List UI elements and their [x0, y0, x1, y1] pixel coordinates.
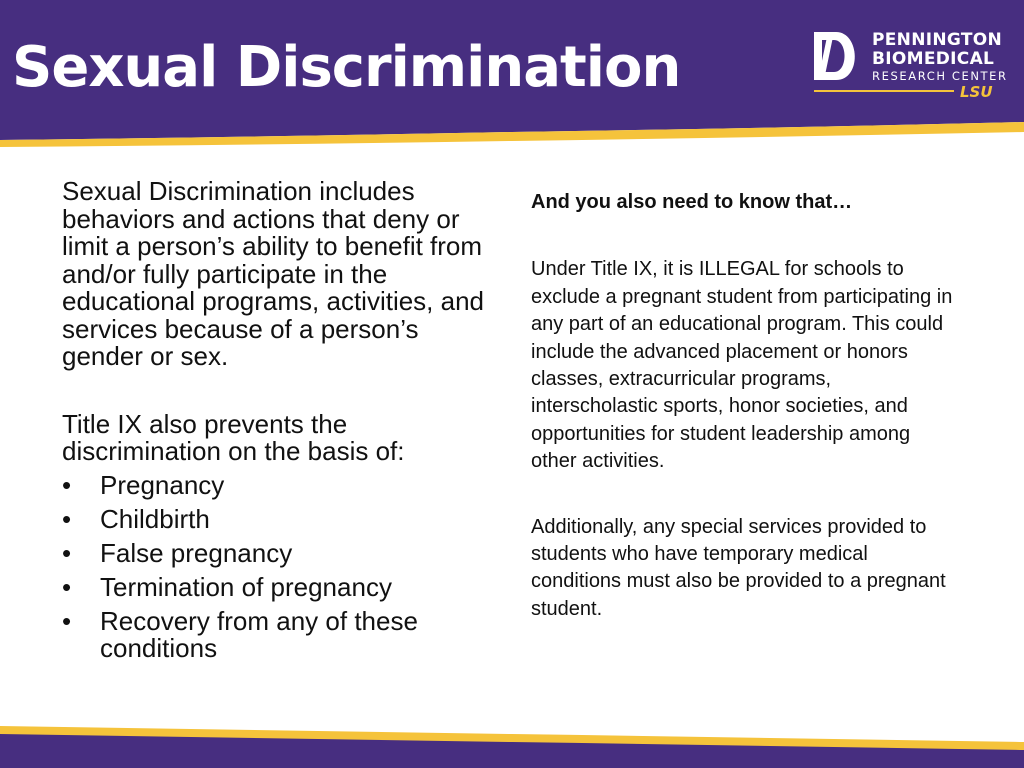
list-item	[62, 537, 502, 568]
definition-paragraph: Sexual Discrimination includes behaviors and actions that deny or limit a person’s ability to benefit from and/or fully participate in the educational programs, activities, and services because of a person’s gender or sex.	[62, 176, 485, 371]
pennington-logo-mark-icon	[812, 30, 864, 82]
list-item-text: Pregnancy	[100, 469, 225, 500]
list-item	[62, 503, 502, 534]
bullet-icon: •	[62, 605, 72, 636]
list-item-text: False pregnancy	[100, 537, 293, 568]
list-item	[62, 469, 502, 500]
special-services-paragraph: Additionally, any special services provided to students who have temporary medical conditions must also be provided to a pregnant student.	[531, 515, 946, 620]
right-column	[531, 189, 961, 623]
logo-line2: BIOMEDICAL	[872, 49, 995, 69]
list-item-text: Childbirth	[100, 503, 210, 534]
bullet-icon: •	[62, 571, 72, 602]
logo-line3: RESEARCH CENTER	[872, 69, 1008, 83]
left-column	[62, 178, 502, 669]
bullet-icon: •	[62, 537, 72, 568]
page-title: Sexual Discrimination	[12, 35, 681, 100]
logo-line1: PENNINGTON	[872, 30, 1003, 50]
bullet-icon: •	[62, 469, 72, 500]
bullet-icon: •	[62, 503, 72, 534]
logo-rule	[814, 90, 954, 92]
lsu-wordmark: LSU	[960, 83, 993, 101]
list-item	[62, 605, 502, 663]
pennington-logo	[812, 30, 1012, 106]
list-item	[62, 571, 502, 602]
illegal-exclusion-paragraph: Under Title IX, it is ILLEGAL for schools to exclude a pregnant student from participating in any part of an educational program. This could include the advanced placement or honors classes, extracurricular programs, interscholastic sports, honor societies, and opportunities for student leadership among other activities.	[531, 258, 953, 473]
footer-swoosh	[0, 714, 1024, 768]
header-band	[0, 0, 1024, 150]
list-item-text: Recovery from any of these conditions	[100, 605, 418, 663]
right-heading: And you also need to know that…	[531, 191, 853, 213]
list-item-text: Termination of pregnancy	[100, 571, 392, 602]
footer-band	[0, 714, 1024, 768]
protected-basis-list	[62, 469, 502, 663]
title-ix-paragraph: Title IX also prevents the discrimination on the basis of:	[62, 408, 405, 466]
